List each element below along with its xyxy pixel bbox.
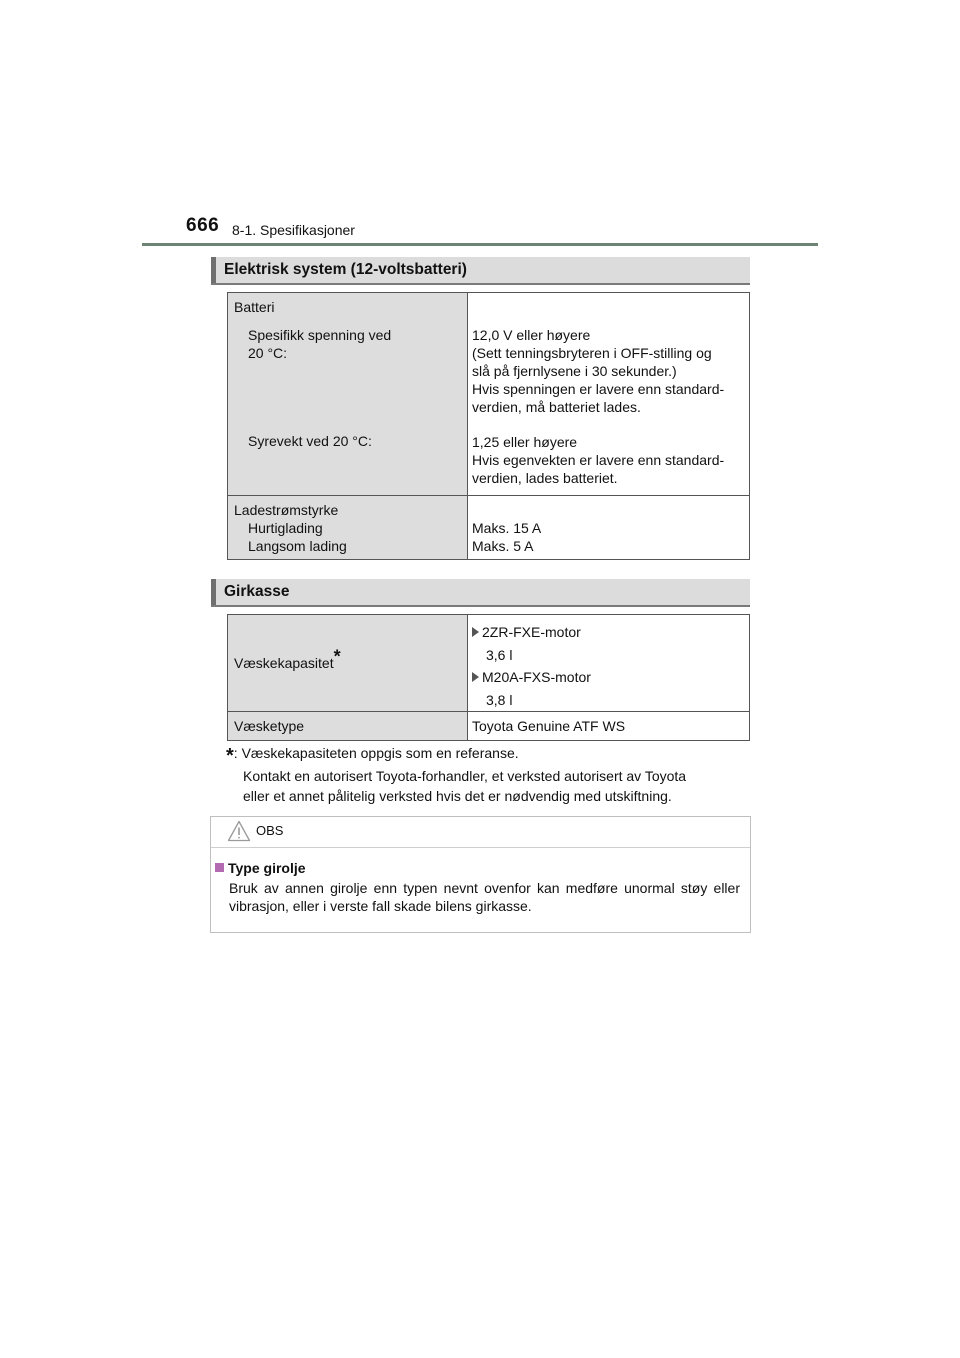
charge-value-cell <box>468 496 750 560</box>
slow-charge-value: Maks. 5 A <box>472 538 534 554</box>
capacity-label-cell <box>228 615 468 712</box>
arrow-right-icon <box>472 627 479 637</box>
caution-header-label: OBS <box>256 823 284 838</box>
battery-label: Batteri <box>234 299 275 315</box>
gravity-label: Syrevekt ved 20 °C: <box>248 433 372 449</box>
section-heading: 8-1. Spesifikasjoner <box>232 222 355 238</box>
table-row <box>228 712 750 741</box>
bullet-square-icon <box>215 863 224 872</box>
table-row <box>228 615 750 712</box>
footnote-line1: : Væskekapasiteten oppgis som en referanse. <box>233 745 519 761</box>
voltage-value-line1: 12,0 V eller høyere <box>472 327 591 343</box>
page-number: 666 <box>186 215 220 236</box>
electrical-section-title: Elektrisk system (12-voltsbatteri) <box>224 261 467 278</box>
engine1-capacity: 3,6 l <box>486 646 513 663</box>
engine2-row <box>472 666 741 689</box>
slow-charge-label: Langsom lading <box>248 538 347 554</box>
voltage-value-line3: slå på fjernlysene i 30 sekunder.) <box>472 363 677 379</box>
gearbox-spec-table <box>227 614 750 741</box>
gravity-value-line2: Hvis egenvekten er lavere enn standard- <box>472 452 725 468</box>
capacity-label: Væskekapasitet <box>234 655 334 671</box>
table-row <box>228 293 750 496</box>
header-rule <box>142 243 818 246</box>
gravity-value-line1: 1,25 eller høyere <box>472 434 578 450</box>
fluid-type-value: Toyota Genuine ATF WS <box>472 718 626 734</box>
fluid-type-label-cell <box>228 712 468 741</box>
fluid-type-label: Væsketype <box>234 718 305 734</box>
engine2-capacity: 3,8 l <box>486 691 513 708</box>
table-row <box>228 496 750 560</box>
gearbox-section-title: Girkasse <box>224 583 290 600</box>
battery-label-cell <box>228 293 468 496</box>
electrical-section-bar <box>211 257 750 285</box>
engine1-row <box>472 621 741 644</box>
caution-body: Bruk av annen girolje enn typen nevnt ovenfor kan medføre unormal støy eller vibrasjon, eller i verste fall skade bilens girkasse. <box>229 880 740 914</box>
footnote-mark: * <box>226 745 234 767</box>
caution-box <box>210 816 751 933</box>
footnote-line1-wrap <box>226 743 746 766</box>
arrow-right-icon <box>472 672 479 682</box>
charge-label-cell <box>228 496 468 560</box>
battery-value-cell <box>468 293 750 496</box>
fast-charge-label: Hurtiglading <box>248 520 323 536</box>
engine1-name: 2ZR-FXE-motor <box>482 624 581 640</box>
capacity-value-cell <box>468 615 750 712</box>
footnote <box>226 743 746 806</box>
caution-header <box>211 817 750 848</box>
voltage-value-line4: Hvis spenningen er lavere enn standard- <box>472 381 725 397</box>
voltage-label-line1: Spesifikk spenning ved <box>248 327 392 343</box>
voltage-value-line5: verdien, må batteriet lades. <box>472 399 641 415</box>
fast-charge-value: Maks. 15 A <box>472 520 542 536</box>
voltage-label-line2: 20 °C: <box>248 345 288 361</box>
electrical-spec-table <box>227 292 750 560</box>
caution-item-title-wrap <box>215 860 306 876</box>
gravity-value-line3: verdien, lades batteriet. <box>472 470 618 486</box>
caution-item-title: Type girolje <box>228 860 306 876</box>
footnote-line2: Kontakt en autorisert Toyota-forhandler, et verksted autorisert av Toyota <box>243 768 687 784</box>
charge-label: Ladestrømstyrke <box>234 502 339 518</box>
engine2-name: M20A-FXS-motor <box>482 669 591 685</box>
footnote-line3: eller et annet pålitelig verksted hvis det er nødvendig med utskiftning. <box>243 788 672 804</box>
voltage-value-line2: (Sett tenningsbryteren i OFF-stilling og <box>472 345 712 361</box>
section-bar-accent <box>211 579 216 605</box>
warning-triangle-icon <box>227 820 251 842</box>
fluid-type-value-cell <box>468 712 750 741</box>
capacity-footnote-mark: * <box>333 646 341 667</box>
section-bar-accent <box>211 257 216 283</box>
gearbox-section-bar <box>211 579 750 607</box>
